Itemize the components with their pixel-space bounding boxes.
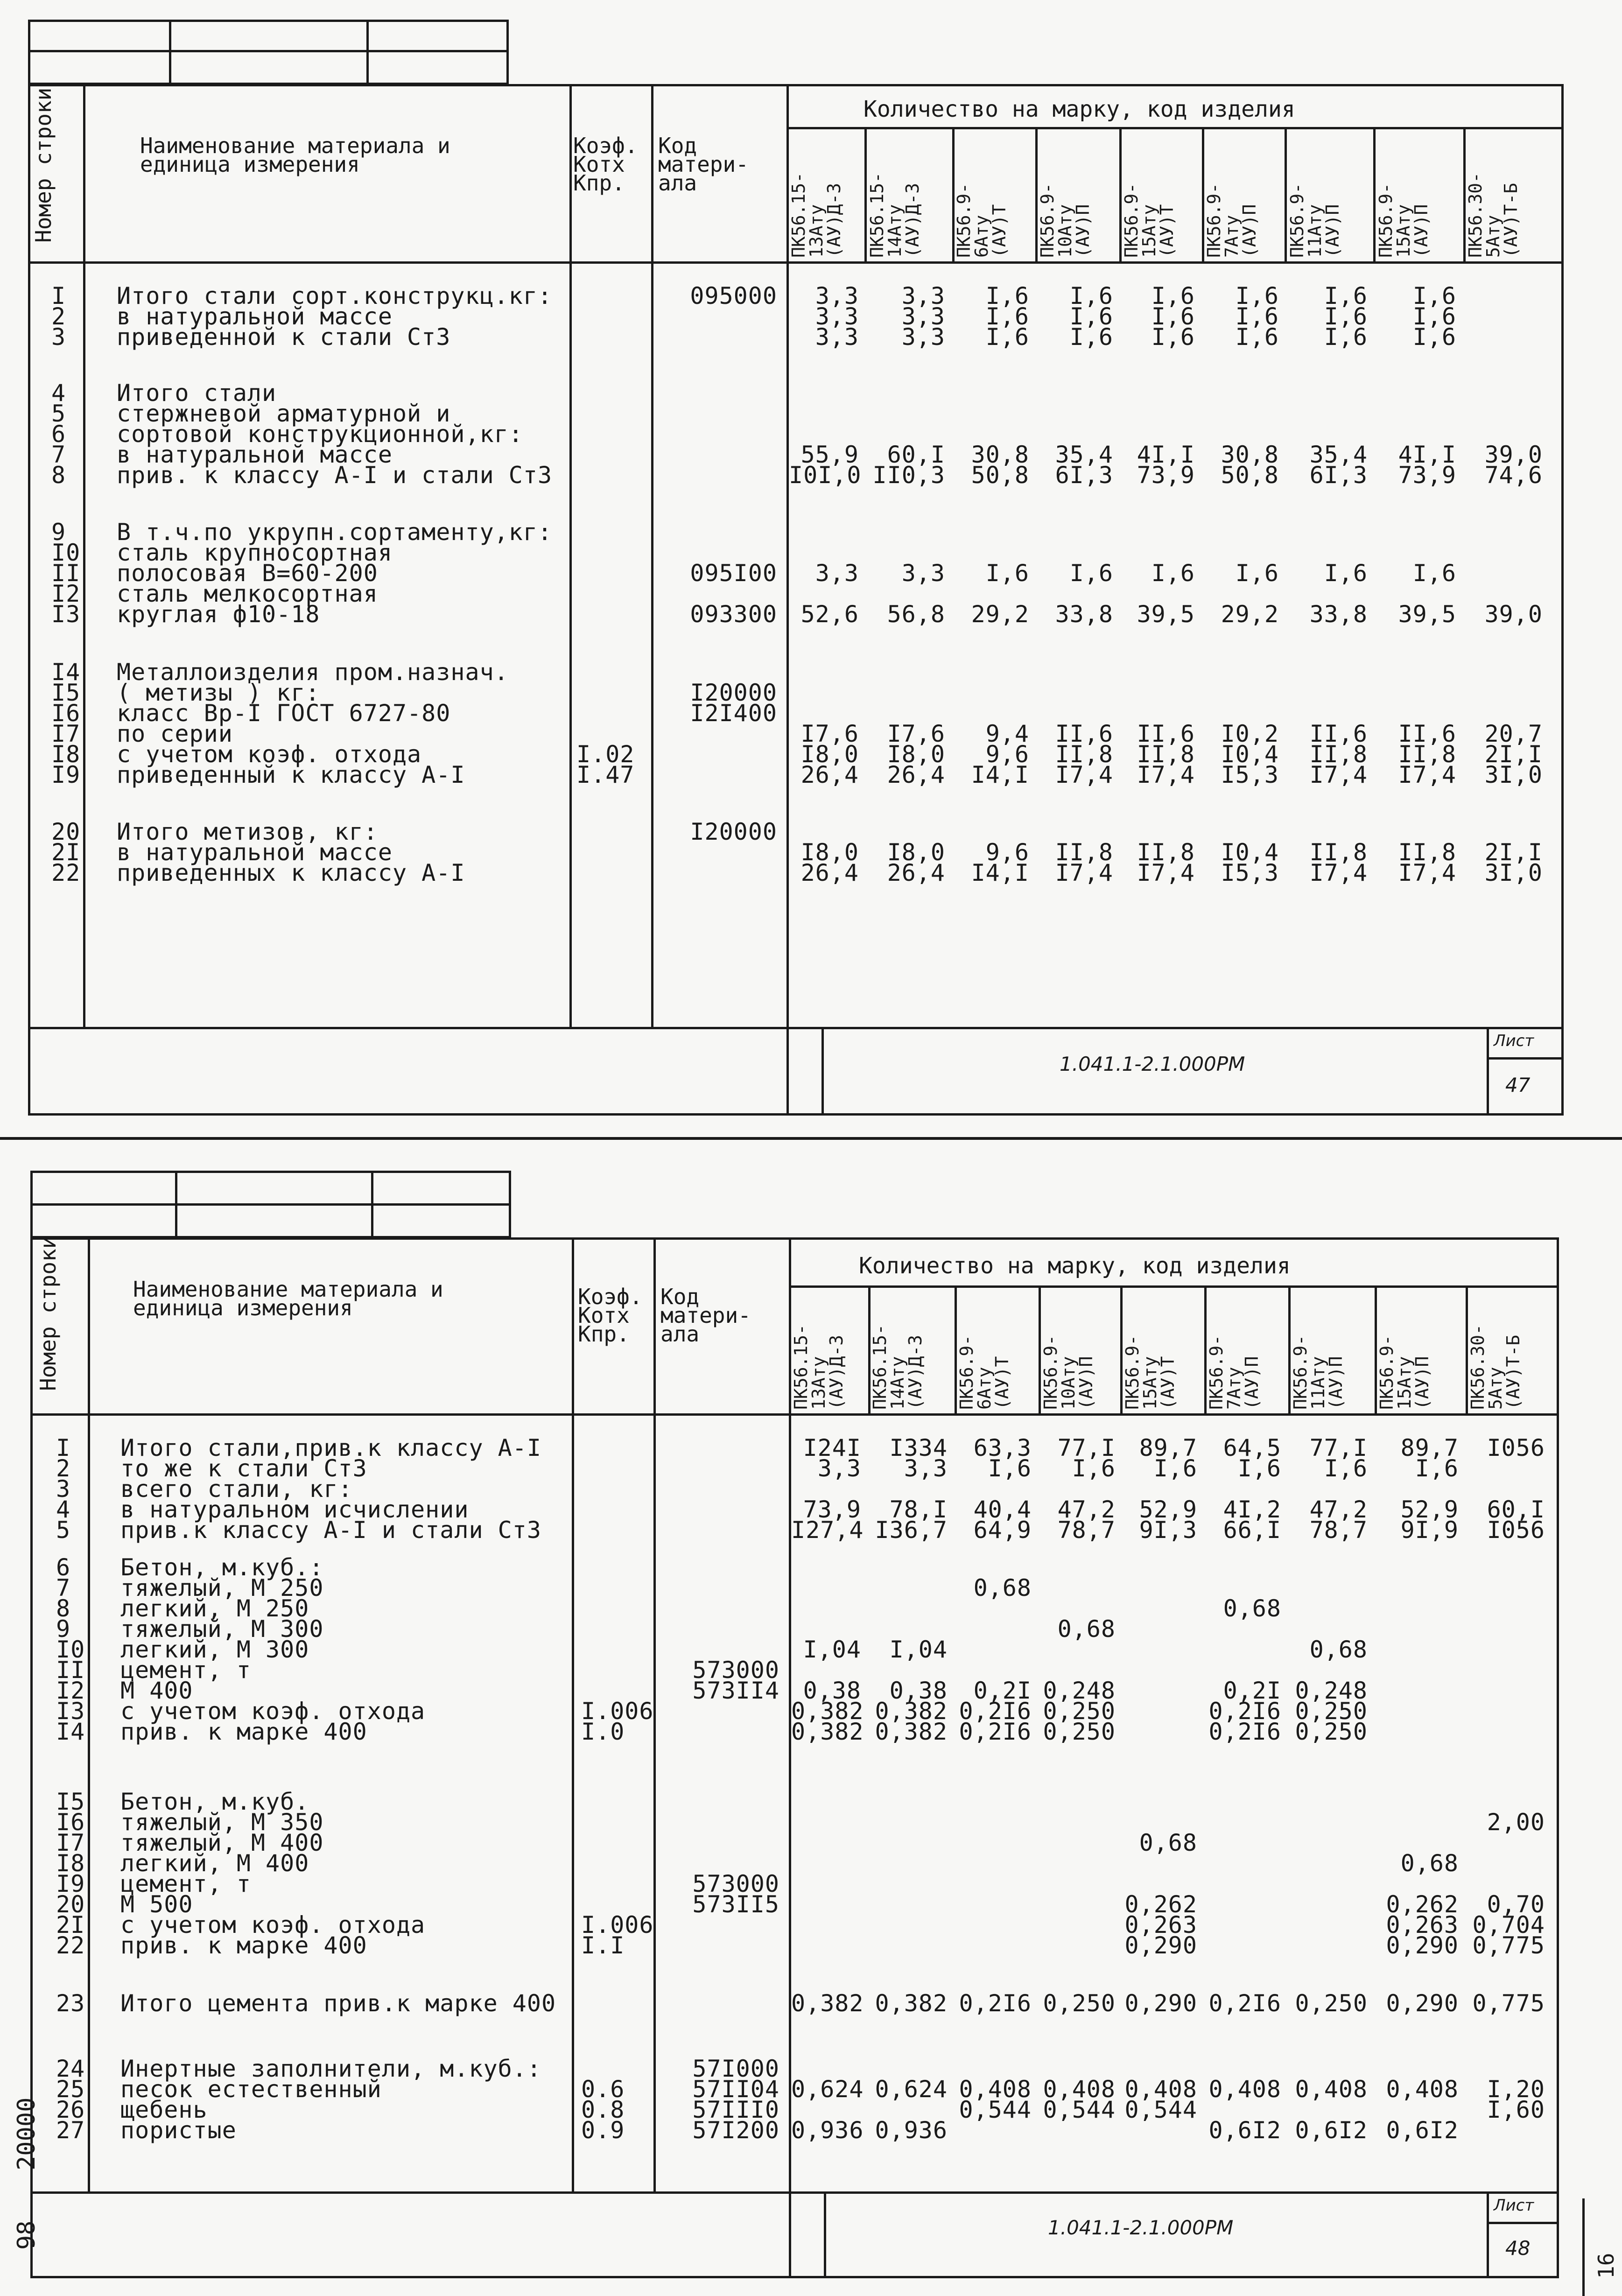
- value-cell: 77,I I,6 47,2 78,7: [1057, 1434, 1116, 1544]
- value-cell: 0,2I6: [959, 1990, 1032, 2017]
- value-cell: 77,I I,6 47,2 78,7: [1309, 1434, 1368, 1544]
- coefficients: I.006 I.0: [581, 1698, 654, 1745]
- value-cell: 0,624 0,936: [875, 2076, 948, 2144]
- value-cell: 0,408 0,544: [1043, 2076, 1116, 2123]
- value-cell: 0,408 0,544: [959, 2076, 1032, 2123]
- value-cell: II,6 II,8 I7,4: [1309, 720, 1368, 788]
- row-numbers: 9 I0 II I2 I3: [51, 519, 81, 628]
- sheet-47: [0, 0, 1622, 1130]
- material-names: Итого стали стержневой арматурной и сортовой конструкционной,кг: в натуральной массе прив. к классу А-I и стали Ст3: [117, 379, 553, 489]
- value-cell: I,6 I,6 I,6: [1151, 282, 1195, 351]
- product-code: ПК56.9- 15Ату (АУ)П: [1376, 183, 1432, 258]
- value-cell: 4I,I 73,9: [1137, 441, 1195, 489]
- document-code: 1.041.1-2.1.000PM: [1060, 1053, 1245, 1075]
- value-cell: 2,00 0,70 0,704 0,775: [1472, 1809, 1545, 1959]
- value-cell: I7,6 I8,0 26,4: [800, 720, 859, 788]
- product-code: ПК56.9- 7Ату (АУ)П: [1204, 183, 1260, 258]
- coefficients: 0.6 0.8 0.9: [581, 2076, 625, 2144]
- material-names: В т.ч.по укрупн.сортаменту,кг: сталь крупносортная полосовая В=60-200 сталь мелкосортная круглая ф10-18: [117, 519, 553, 628]
- product-code: ПК56.9- 6Ату (АУ)Т: [954, 183, 1010, 258]
- coefficients: I.02 I.47: [576, 741, 635, 788]
- header-row-number: Номер строки: [35, 1236, 61, 1391]
- material-names: Металлоизделия пром.назнач. ( метизы ) кг: класс Вр-I ГОСТ 6727-80 по серии с учетом коэф. отхода приведенный к классу А-I: [117, 659, 509, 788]
- row-numbers: I 2 3 4 5: [56, 1434, 71, 1544]
- material-names: Бетон, м.куб.: тяжелый, М 250 легкий, М 250 тяжелый, М 300 легкий, М 300 цемент, т М 400 с учетом коэф. отхода прив. к марке 400: [120, 1554, 426, 1745]
- product-code: ПК56.9- 15Ату (АУ)Т: [1121, 183, 1177, 258]
- row-numbers: I4 I5 I6 I7 I8 I9: [51, 659, 81, 788]
- value-cell: 39,0 74,6: [1484, 441, 1543, 489]
- value-cell: I24I 3,3 73,9 I27,4: [791, 1434, 864, 1544]
- value-cell: I,6 I,6 I,6: [1235, 282, 1279, 351]
- product-code: ПК56.30- 5Ату (АУ)Т-Б: [1465, 172, 1521, 258]
- product-code: ПК56.9- 15Ату (АУ)П: [1376, 1334, 1432, 1410]
- product-code: ПК56.9- 10Ату (АУ)П: [1037, 183, 1093, 258]
- material-names: Итого стали сорт.конструкц.кг: в натуральной массе приведенной к стали Ст3: [117, 282, 553, 351]
- value-cell: I8,0 26,4: [800, 839, 859, 886]
- value-cell: I,20 I,60: [1487, 2076, 1545, 2123]
- product-code: ПК56.15- 14Ату (АУ)Д-3: [867, 172, 923, 258]
- row-numbers: 6 7 8 9 I0 II I2 I3 I4: [56, 1554, 85, 1745]
- header-coef: Коэф. Котх Кпр.: [578, 1284, 643, 1347]
- header-quantity: Количество на марку, код изделия: [864, 96, 1295, 122]
- value-cell: 0,290: [1124, 1990, 1197, 2017]
- material-codes: I20000 I2I400: [690, 679, 777, 727]
- value-cell: I0,2 I0,4 I5,3: [1221, 720, 1279, 788]
- product-code: ПК56.15- 14Ату (АУ)Д-3: [870, 1324, 926, 1410]
- product-code: ПК56.9- 15Ату (АУ)Т: [1122, 1334, 1178, 1410]
- value-cell: I,6 I,6 I,6: [1324, 282, 1368, 351]
- material-codes: 573000 573II4: [692, 1657, 779, 1704]
- value-cell: 0,408 0,544: [1124, 2076, 1197, 2123]
- revision-block: [28, 20, 509, 85]
- row-numbers: I 2 3: [51, 282, 66, 351]
- value-cell: 4I,I 73,9: [1398, 441, 1456, 489]
- value-cell: II,8 I7,4: [1309, 839, 1368, 886]
- value-cell: 89,7 I,6 52,9 9I,9: [1400, 1434, 1459, 1544]
- value-cell: 20,7 2I,I 3I,0: [1484, 720, 1543, 788]
- value-cell: I7,6 I8,0 26,4: [887, 720, 945, 788]
- value-cell: I,6 39,5: [1137, 560, 1195, 628]
- value-cell: 0,68 0,248 0,250 0,250: [1043, 1615, 1116, 1745]
- material-names: Инертные заполнители, м.куб.: песок естественный щебень пористые: [120, 2055, 541, 2144]
- margin-code: 20000: [13, 2097, 41, 2170]
- material-codes: 095000: [690, 282, 777, 309]
- value-cell: II,6 II,8 I7,4: [1137, 720, 1195, 788]
- product-code: ПК56.9- 11Ату (АУ)П: [1287, 183, 1343, 258]
- value-cell: 0,68 0,262 0,263 0,290: [1386, 1850, 1459, 1959]
- material-codes: I20000: [690, 818, 777, 845]
- header-code: Код матери- ала: [660, 1284, 751, 1347]
- value-cell: 55,9 I0I,0: [789, 441, 862, 489]
- value-cell: 0,68 0,248 0,250 0,250: [1295, 1636, 1368, 1745]
- row-numbers: I5 I6 I7 I8 I9 20 2I 22: [56, 1788, 85, 1959]
- value-cell: 0,250: [1295, 1990, 1368, 2017]
- value-cell: 30,8 50,8: [1221, 441, 1279, 489]
- coefficients: I.006 I.I: [581, 1911, 654, 1959]
- product-code: ПК56.15- 13Ату (АУ)Д-3: [791, 1324, 847, 1410]
- value-cell: II,8 I7,4: [1055, 839, 1113, 886]
- value-cell: 0,68 0,262 0,263 0,290: [1124, 1829, 1197, 1959]
- value-cell: 0,382: [875, 1990, 948, 2017]
- value-cell: 0,290: [1386, 1990, 1459, 2017]
- value-cell: 9,4 9,6 I4,I: [971, 720, 1029, 788]
- value-cell: I,6 33,8: [1309, 560, 1368, 628]
- document-code: 1.041.1-2.1.000PM: [1048, 2216, 1234, 2239]
- value-cell: 0,775: [1472, 1990, 1545, 2017]
- value-cell: 30,8 50,8: [971, 441, 1029, 489]
- value-cell: II,6 II,8 I7,4: [1398, 720, 1456, 788]
- product-code: ПК56.9- 11Ату (АУ)П: [1290, 1334, 1346, 1410]
- product-code: ПК56.30- 5Ату (АУ)Т-Б: [1468, 1324, 1524, 1410]
- value-cell: 0,250: [1043, 1990, 1116, 2017]
- value-cell: 3,3 3,3 3,3: [815, 282, 859, 351]
- product-code: ПК56.15- 13Ату (АУ)Д-3: [788, 172, 844, 258]
- material-codes: 57I000 57II04 57III0 57I200: [692, 2055, 779, 2144]
- value-cell: 0,382: [791, 1990, 864, 2017]
- row-numbers: 4 5 6 7 8: [51, 379, 66, 489]
- product-code: ПК56.9- 6Ату (АУ)Т: [956, 1334, 1012, 1410]
- sheet-label: Лист: [1494, 1032, 1534, 1050]
- value-cell: 39,0: [1484, 601, 1543, 628]
- value-cell: 60,I II0,3: [872, 441, 945, 489]
- value-cell: I,04 0,38 0,382 0,382: [875, 1636, 948, 1745]
- value-cell: 0,408 0,6I2: [1386, 2076, 1459, 2144]
- material-codes: 573000 573II5: [692, 1870, 779, 1918]
- sheet-label: Лист: [1494, 2196, 1534, 2215]
- sheet-48: [0, 1130, 1622, 2296]
- margin-page-number: 16: [1594, 2253, 1619, 2279]
- value-cell: 0,408 0,6I2: [1208, 2076, 1281, 2144]
- value-cell: II,8 I7,4: [1398, 839, 1456, 886]
- value-cell: I334 3,3 78,I I36,7: [875, 1434, 948, 1544]
- value-cell: I,6 I,6 I,6: [1069, 282, 1113, 351]
- value-cell: I,6 I,6 I,6: [1412, 282, 1456, 351]
- header-coef: Коэф. Котх Кпр.: [573, 133, 638, 196]
- material-codes: 095I00 093300: [690, 560, 777, 628]
- value-cell: 64,5 I,6 4I,2 66,I: [1223, 1434, 1281, 1544]
- value-cell: 0,68 0,2I 0,2I6 0,2I6: [959, 1574, 1032, 1745]
- value-cell: I,6 I,6 I,6: [985, 282, 1029, 351]
- row-numbers: 20 2I 22: [51, 818, 81, 886]
- value-cell: 0,624 0,936: [791, 2076, 864, 2144]
- row-numbers: 24 25 26 27: [56, 2055, 85, 2144]
- material-names: Бетон, м.куб. тяжелый, М 350 тяжелый, М 400 легкий, М 400 цемент, т М 500 с учетом коэф. отхода прив. к марке 400: [120, 1788, 426, 1959]
- material-names: Итого стали,прив.к классу А-I то же к стали Ст3 всего стали, кг: в натуральном исчислении прив.к классу А-I и стали Ст3: [120, 1434, 541, 1544]
- value-cell: II,6 II,8 I7,4: [1055, 720, 1113, 788]
- value-cell: I0,4 I5,3: [1221, 839, 1279, 886]
- product-code: ПК56.9- 10Ату (АУ)П: [1040, 1334, 1096, 1410]
- value-cell: 63,3 I,6 40,4 64,9: [973, 1434, 1032, 1544]
- row-numbers: 23: [56, 1990, 85, 2017]
- value-cell: 0,68 0,2I 0,2I6 0,2I6: [1208, 1595, 1281, 1745]
- value-cell: I,6 39,5: [1398, 560, 1456, 628]
- material-names: Итого метизов, кг: в натуральной массе приведенных к классу А-I: [117, 818, 465, 886]
- header-material-name: Наименование материала и единица измерения: [140, 133, 450, 177]
- header-row-number: Номер строки: [31, 87, 56, 243]
- value-cell: 0,2I6: [1208, 1990, 1281, 2017]
- value-cell: I8,0 26,4: [887, 839, 945, 886]
- value-cell: II,8 I7,4: [1137, 839, 1195, 886]
- value-cell: 3,3 52,6: [800, 560, 859, 628]
- value-cell: 3,3 3,3 3,3: [901, 282, 945, 351]
- value-cell: 3,3 56,8: [887, 560, 945, 628]
- value-cell: 89,7 I,6 52,9 9I,3: [1139, 1434, 1197, 1544]
- value-cell: 0,408 0,6I2: [1295, 2076, 1368, 2144]
- product-code: ПК56.9- 7Ату (АУ)П: [1206, 1334, 1262, 1410]
- value-cell: 9,6 I4,I: [971, 839, 1029, 886]
- value-cell: I,6 29,2: [971, 560, 1029, 628]
- value-cell: I,6 29,2: [1221, 560, 1279, 628]
- value-cell: I,04 0,38 0,382 0,382: [791, 1636, 864, 1745]
- header-quantity: Количество на марку, код изделия: [859, 1253, 1291, 1279]
- value-cell: I,6 33,8: [1055, 560, 1113, 628]
- value-cell: I056 60,I I056: [1487, 1434, 1545, 1544]
- header-material-name: Наименование материала и единица измерения: [133, 1277, 443, 1320]
- value-cell: 35,4 6I,3: [1309, 441, 1368, 489]
- value-cell: 35,4 6I,3: [1055, 441, 1113, 489]
- sheet-number: 48: [1505, 2237, 1531, 2260]
- sheet-number: 47: [1505, 1074, 1531, 1096]
- margin-number: 98: [13, 2220, 41, 2250]
- header-code: Код матери- ала: [658, 133, 749, 196]
- value-cell: 2I,I 3I,0: [1484, 839, 1543, 886]
- material-names: Итого цемента прив.к марке 400: [120, 1990, 556, 2017]
